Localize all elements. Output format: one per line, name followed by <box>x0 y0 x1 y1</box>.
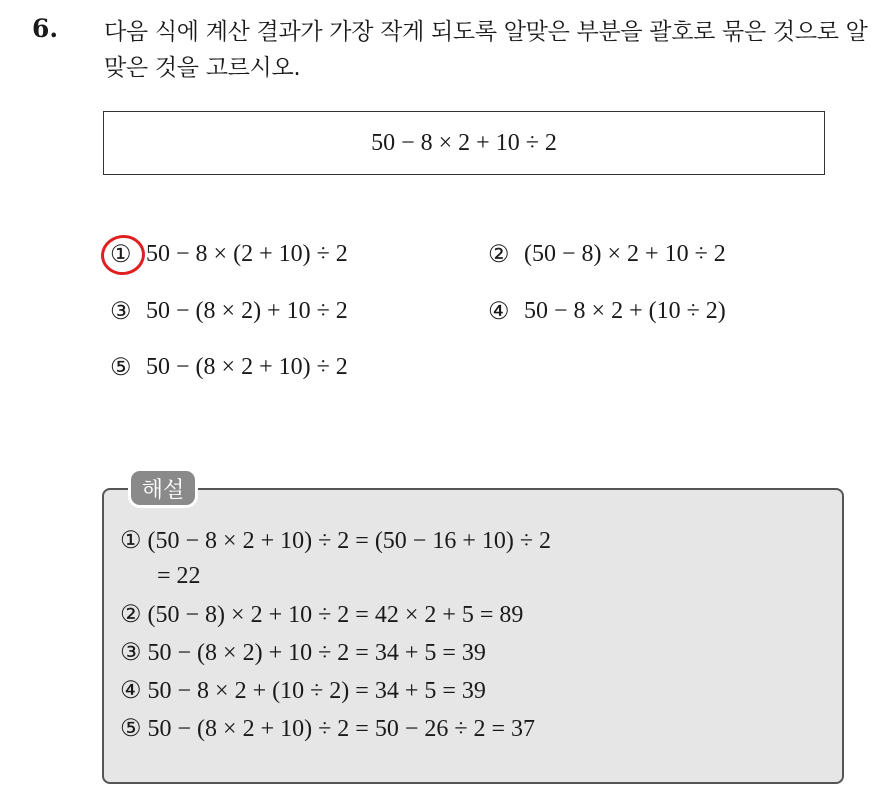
choice-3-expression: 50 − (8 × 2) + 10 ÷ 2 <box>146 298 348 324</box>
question-text: 다음 식에 계산 결과가 가장 작게 되도록 알맞은 부분을 괄호로 묶은 것으로 알맞은 것을 고르시오. <box>104 19 868 81</box>
choice-2[interactable] <box>488 240 726 269</box>
solution-line-1: ① (50 − 8 × 2 + 10) ÷ 2 = (50 − 16 + 10) ÷ 2 <box>120 528 552 554</box>
choice-5[interactable] <box>110 353 348 382</box>
choice-1-expression: 50 − 8 × (2 + 10) ÷ 2 <box>146 241 348 267</box>
solution-line-1-continued: = 22 <box>157 563 201 589</box>
choice-2-mark: ② <box>488 242 510 268</box>
expression-box <box>103 111 825 175</box>
choice-1[interactable] <box>110 240 348 269</box>
choice-4-mark: ④ <box>488 299 510 325</box>
answer-circle-mark <box>98 232 147 278</box>
choice-5-mark: ⑤ <box>110 355 132 381</box>
solution-line-5: ⑤ 50 − (8 × 2 + 10) ÷ 2 = 50 − 26 ÷ 2 = 37 <box>120 716 536 742</box>
solution-line-4: ④ 50 − 8 × 2 + (10 ÷ 2) = 34 + 5 = 39 <box>120 678 486 704</box>
question-number: 6. <box>32 14 59 43</box>
choice-3-mark: ③ <box>110 299 132 325</box>
choice-4[interactable] <box>488 297 726 326</box>
choice-1-mark: ① <box>110 242 132 268</box>
choice-5-expression: 50 − (8 × 2 + 10) ÷ 2 <box>146 354 348 380</box>
choice-3[interactable] <box>110 297 348 326</box>
solution-line-3: ③ 50 − (8 × 2) + 10 ÷ 2 = 34 + 5 = 39 <box>120 640 486 666</box>
expression-text: 50 − 8 × 2 + 10 ÷ 2 <box>371 129 557 156</box>
choice-2-expression: (50 − 8) × 2 + 10 ÷ 2 <box>524 241 726 267</box>
solution-line-2: ② (50 − 8) × 2 + 10 ÷ 2 = 42 × 2 + 5 = 89 <box>120 602 524 628</box>
choice-4-expression: 50 − 8 × 2 + (10 ÷ 2) <box>524 298 726 324</box>
solution-tag: 해설 <box>128 468 198 508</box>
